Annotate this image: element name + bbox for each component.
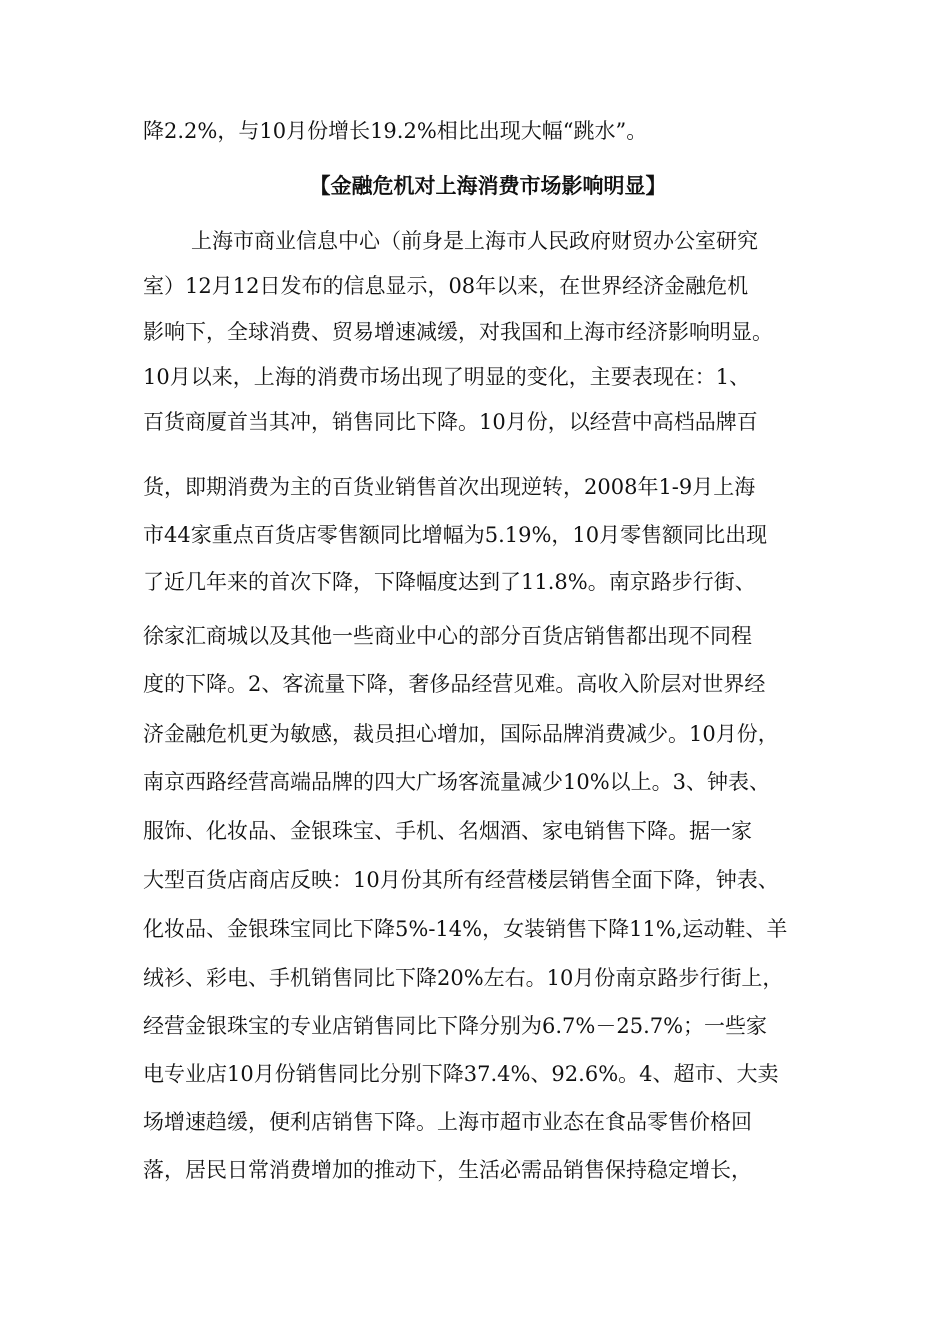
body-line: 经营金银珠宝的专业店销售同比下降分别为6.7%－25.7%；一些家 (143, 1014, 768, 1038)
body-line: 场增速趋缓，便利店销售下降。上海市超市业态在食品零售价格回 (143, 1110, 752, 1134)
body-line: 徐家汇商城以及其他一些商业中心的部分百货店销售都出现不同程 (143, 624, 752, 648)
body-line: 电专业店10月份销售同比分别下降37.4%、92.6%。4、超市、大卖 (143, 1062, 779, 1086)
body-line: 济金融危机更为敏感，裁员担心增加，国际品牌消费减少。10月份， (143, 722, 779, 746)
body-line: 10月以来，上海的消费市场出现了明显的变化，主要表现在：1、 (143, 365, 751, 389)
body-line: 室）12月12日发布的信息显示，08年以来，在世界经济金融危机 (143, 274, 749, 298)
body-line: 货，即期消费为主的百货业销售首次出现逆转，2008年1-9月上海 (143, 475, 756, 499)
body-line: 化妆品、金银珠宝同比下降5%-14%，女装销售下降11%,运动鞋、羊 (143, 917, 788, 941)
body-line: 影响下，全球消费、贸易增速减缓，对我国和上海市经济影响明显。 (143, 320, 773, 344)
section-heading: 【金融危机对上海消费市场影响明显】 (309, 174, 667, 198)
body-line: 度的下降。2、客流量下降，奢侈品经营见难。高收入阶层对世界经 (143, 672, 766, 696)
body-line: 绒衫、彩电、手机销售同比下降20%左右。10月份南京路步行街上， (143, 966, 784, 990)
body-line: 南京西路经营高端品牌的四大广场客流量减少10%以上。3、钟表、 (143, 770, 771, 794)
body-line: 了近几年来的首次下降，下降幅度达到了11.8%。南京路步行街、 (143, 570, 756, 594)
body-line: 大型百货店商店反映：10月份其所有经营楼层销售全面下降，钟表、 (143, 868, 779, 892)
body-line: 百货商厦首当其冲，销售同比下降。10月份，以经营中高档品牌百 (143, 410, 758, 434)
paragraph-continuation-line: 降2.2%，与10月份增长19.2%相比出现大幅“跳水”。 (143, 119, 648, 143)
body-line: 服饰、化妆品、金银珠宝、手机、名烟酒、家电销售下降。据一家 (143, 819, 752, 843)
body-line: 上海市商业信息中心（前身是上海市人民政府财贸办公室研究 (191, 229, 758, 253)
body-line: 落，居民日常消费增加的推动下，生活必需品销售保持稳定增长， (143, 1158, 752, 1182)
body-line: 市44家重点百货店零售额同比增幅为5.19%，10月零售额同比出现 (143, 523, 768, 547)
